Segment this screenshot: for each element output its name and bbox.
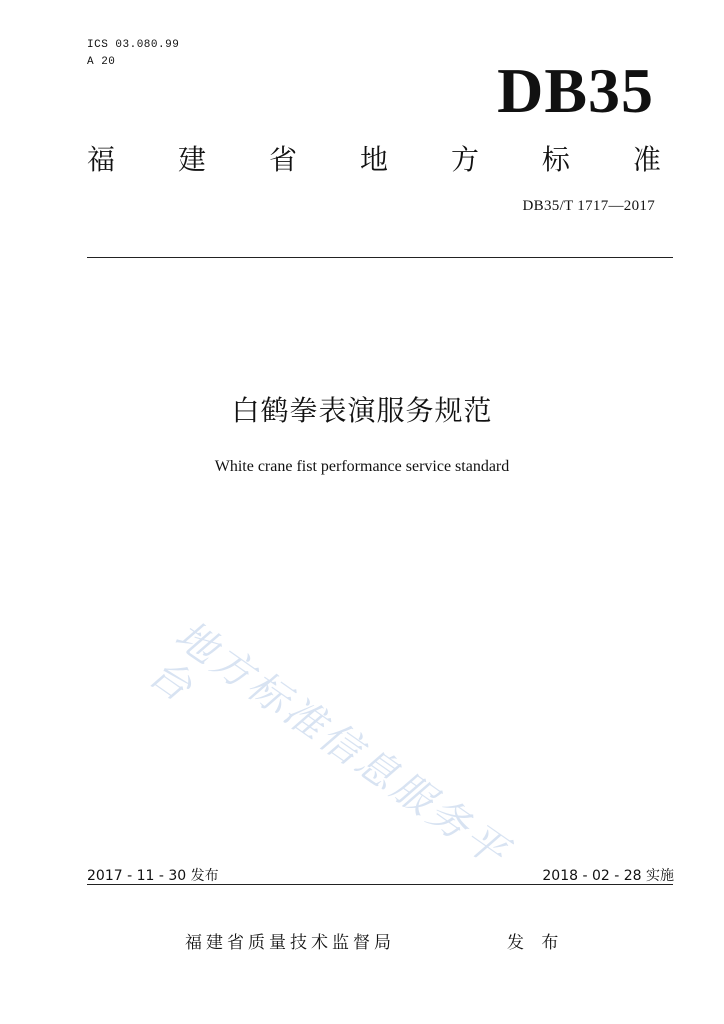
document-title-chinese: 白鹤拳表演服务规范 (231, 394, 493, 427)
standard-number: DB35/T 1717—2017 (522, 198, 655, 214)
standard-code: DB35 (497, 55, 654, 126)
bottom-divider (87, 884, 673, 885)
standard-type-char: 福 (87, 143, 116, 176)
publisher: 福建省质量技术监督局 (185, 933, 395, 953)
standard-type (87, 140, 661, 180)
implement-date: 2018 - 02 - 28 实施 (542, 868, 674, 884)
publish-date: 2017 - 11 - 30 发布 (87, 868, 219, 884)
ics-code: ICS 03.080.99 (87, 39, 180, 51)
standard-type-char: 准 (632, 143, 661, 176)
standard-type-char: 标 (541, 143, 570, 176)
ccs-code: A 20 (87, 56, 116, 68)
document-title-english: White crane fist performance service standard (214, 458, 510, 475)
standard-type-char: 地 (359, 143, 388, 176)
standard-type-char: 省 (268, 143, 297, 176)
top-divider (87, 257, 673, 258)
watermark-text: 地方标准信息服务平台 (140, 612, 518, 877)
classification-block (87, 37, 179, 71)
standard-type-char: 方 (450, 143, 479, 176)
standard-type-char: 建 (177, 143, 206, 176)
issue-label: 发 布 (507, 933, 565, 953)
